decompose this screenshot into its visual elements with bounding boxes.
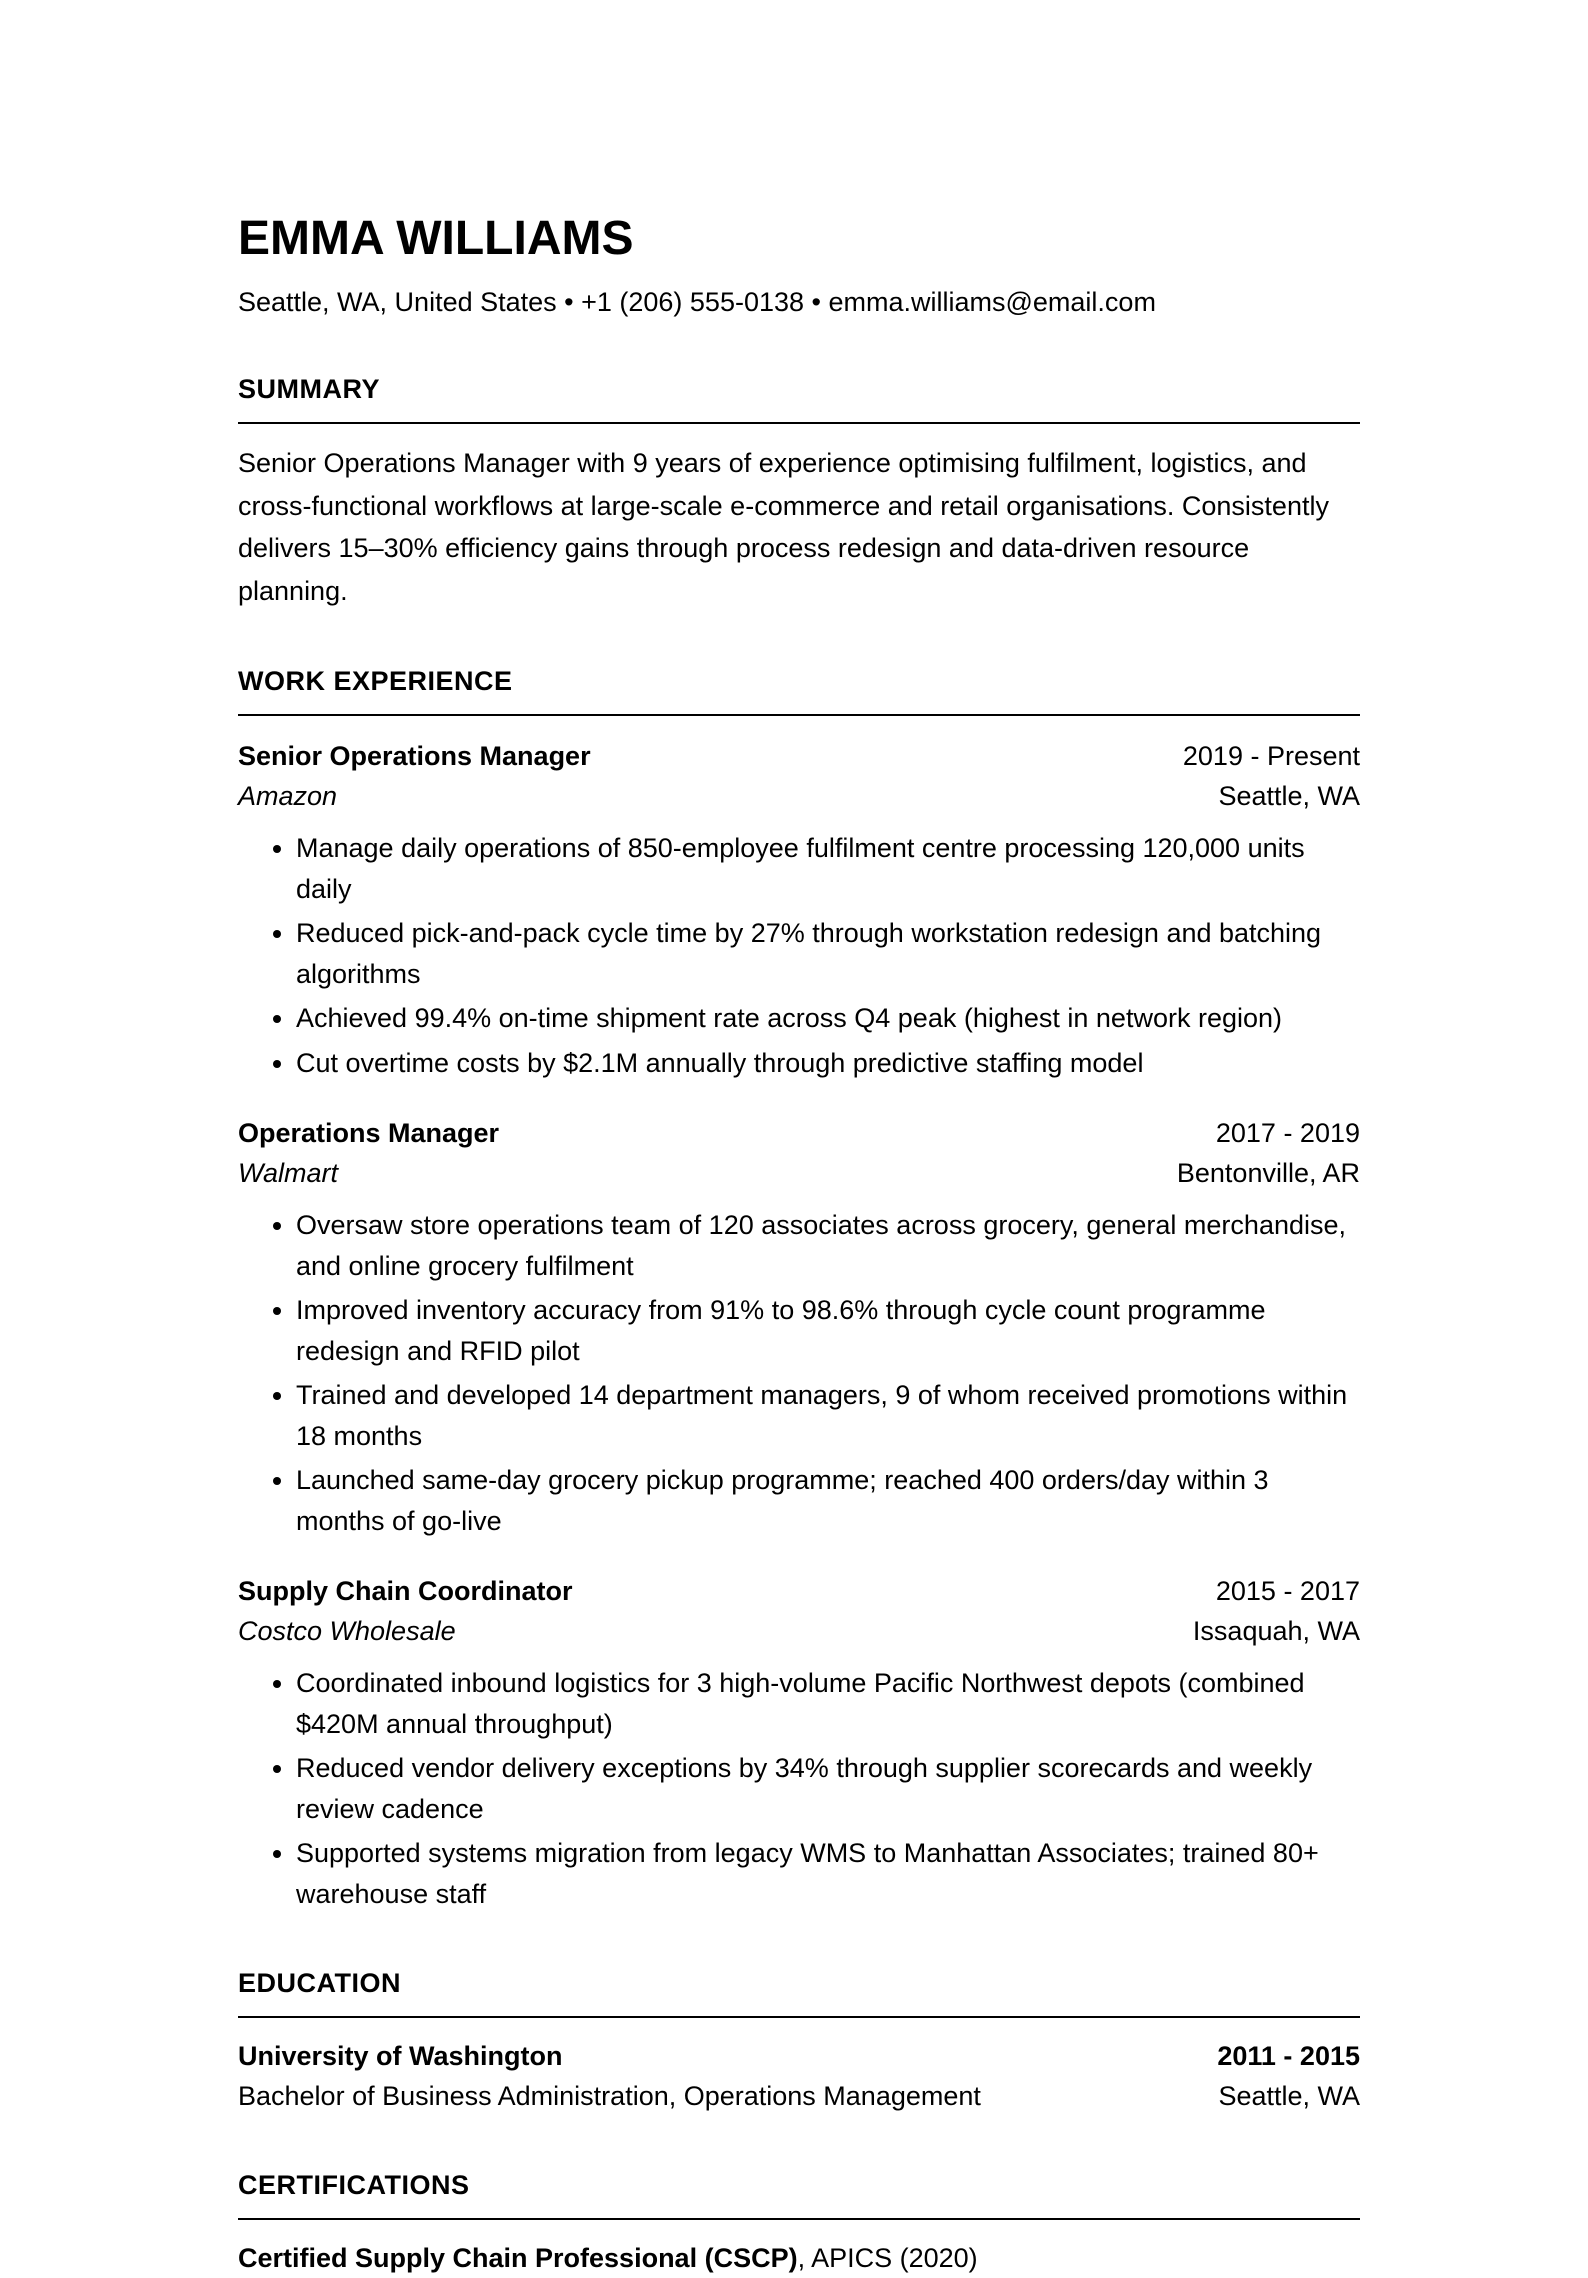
job-company: Amazon <box>238 781 338 811</box>
job-role: Supply Chain Coordinator <box>238 1576 573 1606</box>
job-header-row <box>238 736 1360 776</box>
degree: Bachelor of Business Administration, Operations Management <box>238 2081 981 2111</box>
summary-text: Senior Operations Manager with 9 years of experience optimising fulfilment, logistics, and cross-functional workflows at large-scale e-commerce and retail organisations. Consistently delivers 15–30% efficiency gains through process redesign and data-driven resource planning. <box>238 448 1329 606</box>
job-role: Operations Manager <box>238 1118 500 1148</box>
job-location: Issaquah, WA <box>1192 1616 1360 1646</box>
job-bullet: • Manage daily operations of 850-employee fulfilment centre processing 120,000 units daily <box>296 828 1360 909</box>
education-entry <box>238 2036 1360 2116</box>
job-bullet: • Oversaw store operations team of 120 associates across grocery, general merchandise, and online grocery fulfilment <box>296 1205 1360 1286</box>
school-name: University of Washington <box>238 2041 563 2071</box>
job-dates: 2015 - 2017 <box>1215 1576 1360 1606</box>
education-dates: 2011 - 2015 <box>1217 2041 1360 2071</box>
job-company: Costco Wholesale <box>238 1616 456 1646</box>
job-list <box>238 736 1360 1914</box>
job-bullet: • Reduced vendor delivery exceptions by 34% through supplier scorecards and weekly review cadence <box>296 1748 1360 1829</box>
education-location: Seattle, WA <box>1218 2081 1360 2111</box>
job-bullets <box>238 1205 1360 1541</box>
certification-detail: , APICS (2020) <box>797 2243 978 2273</box>
work-experience-heading: WORK EXPERIENCE <box>238 664 1360 716</box>
job-company-row <box>238 776 1360 816</box>
job-bullet: • Supported systems migration from legacy WMS to Manhattan Associates; trained 80+ warehouse staff <box>296 1833 1360 1914</box>
education-section <box>238 1966 1360 2116</box>
summary-heading: SUMMARY <box>238 372 1360 424</box>
job-company-row <box>238 1153 1360 1193</box>
job-bullet: • Achieved 99.4% on-time shipment rate across Q4 peak (highest in network region) <box>296 998 1360 1039</box>
job-bullet: • Coordinated inbound logistics for 3 high-volume Pacific Northwest depots (combined $420M annual throughput) <box>296 1663 1360 1744</box>
contact-line: Seattle, WA, United States • +1 (206) 555-0138 • emma.williams@email.com <box>238 287 1156 317</box>
job-bullet: • Cut overtime costs by $2.1M annually through predictive staffing model <box>296 1043 1360 1084</box>
job-entry <box>238 1113 1360 1541</box>
education-row-1 <box>238 2036 1360 2076</box>
job-bullet: • Improved inventory accuracy from 91% to 98.6% through cycle count programme redesign and RFID pilot <box>296 1290 1360 1371</box>
job-entry <box>238 1571 1360 1914</box>
certifications-heading: CERTIFICATIONS <box>238 2168 1360 2220</box>
job-bullet: • Trained and developed 14 department managers, 9 of whom received promotions within 18 months <box>296 1375 1360 1456</box>
certification-name: Certified Supply Chain Professional (CSCP) <box>238 2243 798 2273</box>
job-bullet: • Launched same-day grocery pickup programme; reached 400 orders/day within 3 months of go-live <box>296 1460 1360 1541</box>
job-company: Walmart <box>238 1158 339 1188</box>
job-entry <box>238 736 1360 1083</box>
education-row-2 <box>238 2076 1360 2116</box>
work-experience-section <box>238 664 1360 1914</box>
summary-section <box>238 372 1360 612</box>
job-bullets <box>238 1663 1360 1914</box>
job-company-row <box>238 1611 1360 1651</box>
candidate-name: EMMA WILLIAMS <box>238 212 634 265</box>
job-dates: 2019 - Present <box>1182 741 1360 771</box>
job-role: Senior Operations Manager <box>238 741 591 771</box>
job-location: Seattle, WA <box>1218 781 1360 811</box>
job-bullets <box>238 828 1360 1083</box>
job-header-row <box>238 1571 1360 1611</box>
job-bullet: • Reduced pick-and-pack cycle time by 27% through workstation redesign and batching algorithms <box>296 913 1360 994</box>
job-location: Bentonville, AR <box>1176 1158 1360 1188</box>
resume-content <box>238 208 1360 2278</box>
job-header-row <box>238 1113 1360 1153</box>
education-heading: EDUCATION <box>238 1966 1360 2018</box>
job-dates: 2017 - 2019 <box>1215 1118 1360 1148</box>
certification-item <box>238 2238 1360 2278</box>
certifications-section <box>238 2168 1360 2278</box>
